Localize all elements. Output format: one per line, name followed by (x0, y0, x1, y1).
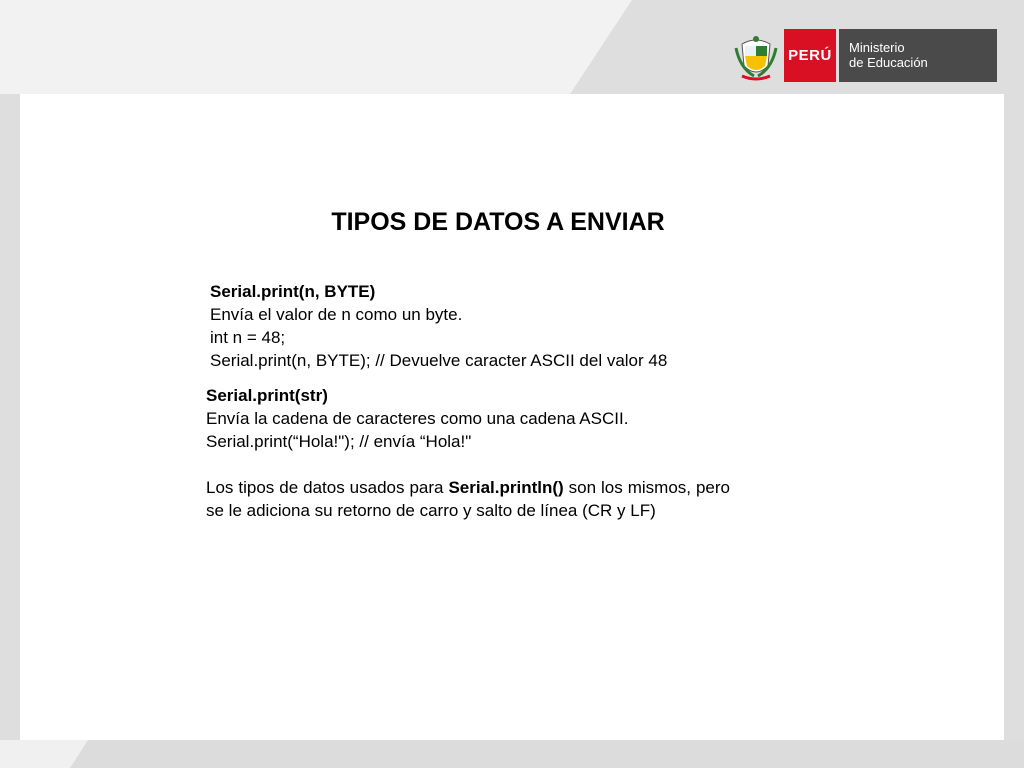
paragraph-text: son los mismos, pero se le adiciona su retorno de carro y salto de línea (CR y LF) (206, 478, 730, 520)
block2-heading: Serial.print(str) (206, 386, 328, 405)
ministry-line-1: Ministerio (849, 40, 905, 55)
paragraph-bold-text: Serial.println() (448, 478, 564, 497)
println-paragraph (206, 476, 730, 522)
slide-title: TIPOS DE DATOS A ENVIAR (331, 208, 665, 236)
block2-line: Serial.print(“Hola!"); // envía “Hola!" (206, 432, 472, 451)
block1-heading: Serial.print(n, BYTE) (210, 282, 376, 301)
serial-print-byte-block (210, 280, 720, 372)
paragraph-text: Los tipos de datos usados para (206, 478, 449, 497)
block2-line: Envía la cadena de caracteres como una cadena ASCII. (206, 409, 629, 428)
serial-print-str-block (206, 384, 730, 522)
background-bottom (0, 740, 1024, 768)
block1-line: Envía el valor de n como un byte. (210, 305, 463, 324)
ministry-label (839, 29, 997, 82)
block1-line: int n = 48; (210, 328, 286, 347)
ministry-line-2: de Educación (849, 55, 928, 70)
peru-label: PERÚ (784, 29, 836, 82)
peru-coat-of-arms-icon (734, 28, 778, 82)
block1-line: Serial.print(n, BYTE); // Devuelve caracter ASCII del valor 48 (210, 351, 668, 370)
ministry-logo (734, 28, 997, 82)
